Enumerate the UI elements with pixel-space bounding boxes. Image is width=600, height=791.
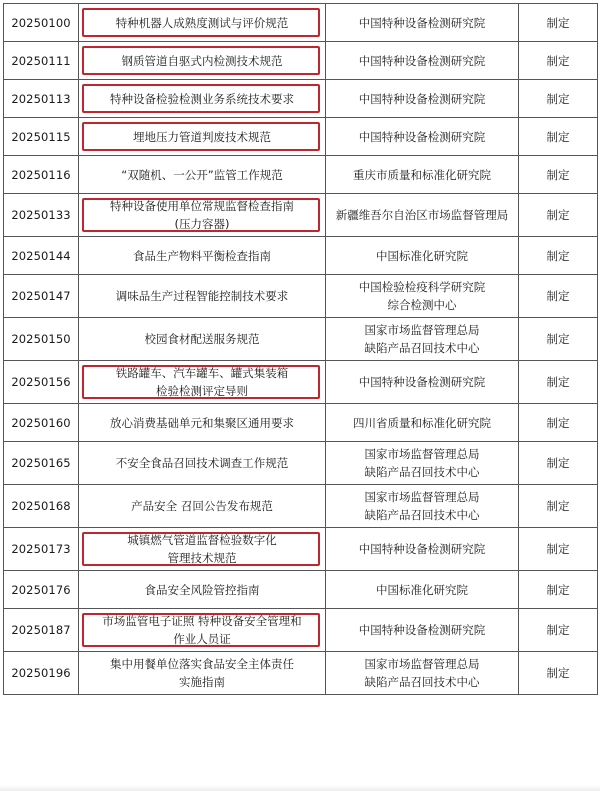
plan-number-cell: 20250116 (4, 156, 79, 194)
standard-name-cell (79, 652, 326, 695)
standard-name-cell (79, 4, 326, 42)
standard-name (79, 166, 325, 184)
plan-number-cell: 20250133 (4, 194, 79, 237)
drafting-organization-cell (326, 237, 519, 275)
plan-number-cell: 20250113 (4, 80, 79, 118)
standard-name (79, 497, 325, 515)
table-row (4, 42, 598, 80)
drafting-organization-cell (326, 194, 519, 237)
organization-line: 重庆市质量和标准化研究院 (353, 167, 491, 182)
organization-line: 四川省质量和标准化研究院 (353, 415, 491, 430)
standard-name (79, 655, 325, 691)
standard-name-line: 不安全食品召回技术调查工作规范 (115, 456, 289, 470)
project-type-cell: 制定 (519, 442, 598, 485)
drafting-organization-cell (326, 652, 519, 695)
standard-name-cell (79, 361, 326, 404)
standard-name-cell (79, 156, 326, 194)
standard-name (79, 247, 325, 265)
organization-line: 中国特种设备检测研究院 (358, 15, 486, 30)
table-row (4, 237, 598, 275)
standard-name (79, 531, 325, 567)
table-row (4, 528, 598, 571)
drafting-organization-cell (326, 404, 519, 442)
project-type-cell: 制定 (519, 156, 598, 194)
standard-name (79, 14, 325, 32)
standard-name-line: 放心消费基础单元和集聚区通用要求 (110, 415, 294, 430)
standard-name-cell (79, 118, 326, 156)
table-row (4, 275, 598, 318)
organization-line: 中国检验检疫科学研究院 (358, 280, 486, 294)
standard-name-cell (79, 571, 326, 609)
project-type-cell: 制定 (519, 571, 598, 609)
drafting-organization-cell (326, 4, 519, 42)
standard-name-line: 市场监管电子证照 特种设备安全管理和 (102, 614, 302, 628)
standard-name-line: 铁路罐车、汽车罐车、罐式集装箱 (115, 366, 289, 380)
drafting-organization-cell (326, 361, 519, 404)
standard-name-line: 检验检测评定导则 (156, 384, 248, 398)
standard-name-cell (79, 275, 326, 318)
project-type-cell: 制定 (519, 652, 598, 695)
drafting-organization-cell (326, 442, 519, 485)
organization-line: 国家市场监督管理总局 (364, 447, 480, 461)
plan-number-cell: 20250196 (4, 652, 79, 695)
drafting-organization-cell (326, 528, 519, 571)
drafting-organization-cell (326, 118, 519, 156)
standard-name-line: 埋地压力管道判废技术规范 (133, 129, 271, 144)
standard-name-line: (压力容器) (174, 217, 230, 231)
standard-name (79, 581, 325, 599)
standard-name (79, 128, 325, 146)
table-row (4, 571, 598, 609)
organization-line: 缺陷产品召回技术中心 (364, 341, 480, 355)
page-bottom-edge (0, 785, 600, 791)
plan-number-cell: 20250160 (4, 404, 79, 442)
plan-number-cell: 20250168 (4, 485, 79, 528)
plan-number-cell: 20250147 (4, 275, 79, 318)
standard-name-line: 产品安全 召回公告发布规范 (131, 499, 273, 513)
standard-name-cell (79, 485, 326, 528)
project-type-cell: 制定 (519, 194, 598, 237)
plan-number-cell: 20250173 (4, 528, 79, 571)
project-type-cell: 制定 (519, 528, 598, 571)
table-row (4, 609, 598, 652)
standard-name-line: 管理技术规范 (167, 551, 237, 565)
organization-line: 中国特种设备检测研究院 (358, 375, 486, 389)
standard-name-line: 特种机器人成熟度测试与评价规范 (115, 15, 289, 30)
table-row (4, 652, 598, 695)
standard-name-line: 特种设备使用单位常规监督检查指南 (110, 199, 294, 213)
project-type-cell: 制定 (519, 237, 598, 275)
plan-number-cell: 20250115 (4, 118, 79, 156)
plan-number-cell: 20250111 (4, 42, 79, 80)
standard-name (79, 287, 325, 305)
plan-number-cell: 20250144 (4, 237, 79, 275)
project-type-cell: 制定 (519, 485, 598, 528)
drafting-organization-cell (326, 156, 519, 194)
project-type-cell: 制定 (519, 4, 598, 42)
organization-line: 中国特种设备检测研究院 (358, 542, 486, 556)
standard-name-line: 校园食材配送服务规范 (144, 332, 260, 346)
organization-line: 新疆维吾尔自治区市场监督管理局 (335, 208, 509, 222)
table-row (4, 118, 598, 156)
standard-name (79, 197, 325, 233)
drafting-organization-cell (326, 571, 519, 609)
project-type-cell: 制定 (519, 80, 598, 118)
plan-number-cell: 20250176 (4, 571, 79, 609)
standard-name-line: 食品安全风险管控指南 (144, 582, 260, 597)
organization-line: 中国标准化研究院 (376, 248, 468, 263)
table-body (4, 4, 598, 695)
drafting-organization-cell (326, 275, 519, 318)
standard-name-line: 集中用餐单位落实食品安全主体责任 (110, 657, 294, 671)
standard-name-cell (79, 194, 326, 237)
standard-name-line: 城镇燃气管道监督检验数字化 (127, 533, 277, 547)
project-type-cell: 制定 (519, 118, 598, 156)
standard-name (79, 414, 325, 432)
standard-name-line: 食品生产物料平衡检查指南 (133, 248, 271, 263)
table-row (4, 404, 598, 442)
organization-line: 中国标准化研究院 (376, 582, 468, 597)
organization-line: 中国特种设备检测研究院 (358, 53, 486, 68)
table-row (4, 485, 598, 528)
standard-name-line: 特种设备检验检测业务系统技术要求 (110, 91, 294, 106)
table-row (4, 442, 598, 485)
standard-name-line: 作业人员证 (173, 632, 231, 646)
standard-name-cell (79, 404, 326, 442)
organization-line: 国家市场监督管理总局 (364, 323, 480, 337)
standard-name-cell (79, 80, 326, 118)
plan-number-cell: 20250150 (4, 318, 79, 361)
project-type-cell: 制定 (519, 609, 598, 652)
organization-line: 缺陷产品召回技术中心 (364, 508, 480, 522)
standard-name-cell (79, 528, 326, 571)
organization-line: 缺陷产品召回技术中心 (364, 465, 480, 479)
standard-name (79, 364, 325, 400)
standard-name (79, 52, 325, 70)
table-row (4, 318, 598, 361)
organization-line: 国家市场监督管理总局 (364, 490, 480, 504)
organization-line: 缺陷产品召回技术中心 (364, 675, 480, 689)
standard-name-cell (79, 609, 326, 652)
standard-name-cell (79, 42, 326, 80)
drafting-organization-cell (326, 318, 519, 361)
drafting-organization-cell (326, 485, 519, 528)
table-row (4, 4, 598, 42)
standard-name-line: 调味品生产过程智能控制技术要求 (115, 289, 289, 303)
organization-line: 中国特种设备检测研究院 (358, 91, 486, 106)
standard-name-cell (79, 442, 326, 485)
project-type-cell: 制定 (519, 361, 598, 404)
table-row (4, 361, 598, 404)
plan-number-cell: 20250165 (4, 442, 79, 485)
drafting-organization-cell (326, 80, 519, 118)
drafting-organization-cell (326, 609, 519, 652)
drafting-organization-cell (326, 42, 519, 80)
table-row (4, 156, 598, 194)
project-type-cell: 制定 (519, 404, 598, 442)
project-type-cell: 制定 (519, 275, 598, 318)
organization-line: 中国特种设备检测研究院 (358, 623, 486, 637)
project-type-cell: 制定 (519, 318, 598, 361)
standard-name-line: 钢质管道自驱式内检测技术规范 (121, 53, 283, 68)
table-row (4, 80, 598, 118)
plan-number-cell: 20250156 (4, 361, 79, 404)
standard-name (79, 330, 325, 348)
organization-line: 综合检测中心 (387, 298, 457, 312)
standard-name-cell (79, 237, 326, 275)
table-row (4, 194, 598, 237)
organization-line: 中国特种设备检测研究院 (358, 129, 486, 144)
standards-table (3, 3, 598, 695)
plan-number-cell: 20250187 (4, 609, 79, 652)
organization-line: 国家市场监督管理总局 (364, 657, 480, 671)
project-type-cell: 制定 (519, 42, 598, 80)
standard-name-line: 实施指南 (179, 675, 225, 689)
standard-name (79, 454, 325, 472)
standard-name (79, 90, 325, 108)
standard-name-cell (79, 318, 326, 361)
standard-name (79, 612, 325, 648)
plan-number-cell: 20250100 (4, 4, 79, 42)
standard-name-line: “双随机、一公开”监管工作规范 (121, 167, 283, 182)
